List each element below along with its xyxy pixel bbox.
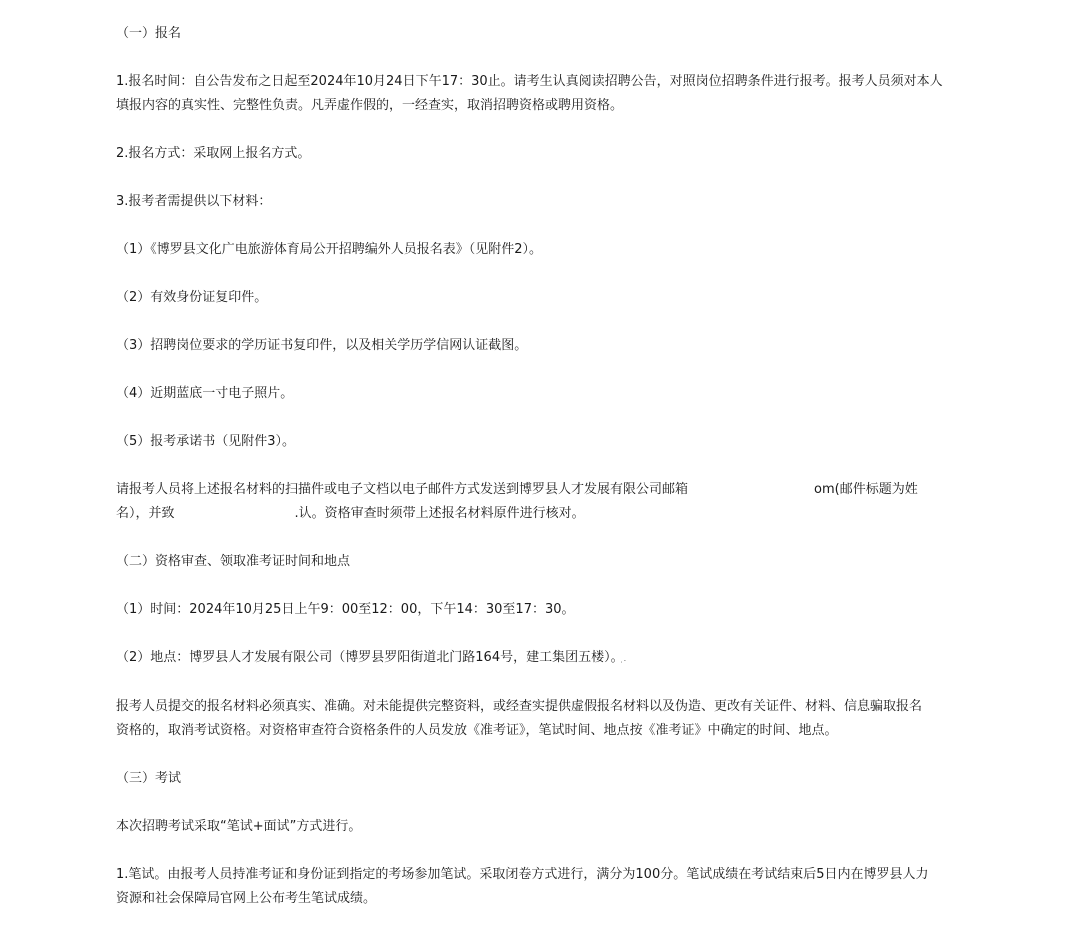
paragraph-line: （1）《博罗县文化广电旅游体育局公开招聘编外人员报名表》（见附件2）。 <box>116 242 543 257</box>
paragraph-line: （三）考试 <box>116 771 182 786</box>
trailing-mark: ̣. <box>623 654 627 663</box>
required-materials-paragraph <box>116 190 988 214</box>
paragraph-line: 资格的，取消考试资格。对资格审查符合资格条件的人员发放《准考证》，笔试时间、地点按《准考证》中确定的时间、地点。 <box>116 723 838 738</box>
exam-section <box>116 695 988 911</box>
heading-registration-paragraph <box>116 22 988 46</box>
paragraph-line: 1.笔试。由报考人员持准考证和身份证到指定的考场参加笔试。采取闭卷方式进行，满分为100分。笔试成绩在考试结束后5日内在博罗县人力 <box>116 867 929 882</box>
registration-section <box>116 22 988 454</box>
review-location-paragraph: （2）地点：博罗县人才发展有限公司（博罗县罗阳街道北门路164号，建工集团五楼）。̣. <box>116 646 988 671</box>
paragraph-line: （二）资格审查、领取准考证时间和地点 <box>116 554 351 569</box>
material-1-paragraph <box>116 238 988 262</box>
written-exam-paragraph <box>116 863 988 911</box>
paragraph-line: （4）近期蓝底一寸电子照片。 <box>116 386 294 401</box>
paragraph-line: （1）时间：2024年10月25日上午9：00至12：00，下午14：30至17：30。 <box>116 602 575 617</box>
registration-time-paragraph <box>116 70 988 118</box>
email-line-1: 请报考人员将上述报名材料的扫描件或电子文档以电子邮件方式发送到博罗县人才发展有限公司邮箱 om(邮件标题为姓 <box>116 482 918 497</box>
material-3-paragraph <box>116 334 988 358</box>
heading-exam-paragraph <box>116 767 988 791</box>
material-2-paragraph <box>116 286 988 310</box>
paragraph-line: （5）报考承诺书（见附件3）。 <box>116 434 296 449</box>
paragraph-line: （3）招聘岗位要求的学历证书复印件，以及相关学历学信网认证截图。 <box>116 338 528 353</box>
paragraph-line: 2.报名方式：采取网上报名方式。 <box>116 146 311 161</box>
paragraph-line: （2）有效身份证复印件。 <box>116 290 268 305</box>
material-4-paragraph <box>116 382 988 406</box>
email-line-2: 名），并致 .认。资格审查时须带上述报名材料原件进行核对。 <box>116 506 585 521</box>
paragraph-line: （一）报名 <box>116 26 182 41</box>
paragraph-line: 资源和社会保障局官网上公布考生笔试成绩。 <box>116 891 377 906</box>
review-notice-paragraph <box>116 695 988 743</box>
review-time-paragraph <box>116 598 988 622</box>
paragraph-line: 报考人员提交的报名材料必须真实、准确。对未能提供完整资料，或经查实提供虚假报名材料以及伪造、更改有关证件、材料、信息骗取报名 <box>116 699 923 714</box>
paragraph-line: 3.报考者需提供以下材料： <box>116 194 272 209</box>
qualification-review-section <box>116 550 988 622</box>
heading-review-paragraph <box>116 550 988 574</box>
paragraph-line: 填报内容的真实性、完整性负责。凡弄虚作假的，一经查实，取消招聘资格或聘用资格。 <box>116 98 624 113</box>
registration-method-paragraph <box>116 142 988 166</box>
material-5-paragraph <box>116 430 988 454</box>
exam-format-paragraph <box>116 815 988 839</box>
email-submission-paragraph <box>116 478 988 526</box>
paragraph-line: 本次招聘考试采取“笔试+面试”方式进行。 <box>116 819 362 834</box>
paragraph-line: 1.报名时间：自公告发布之日起至2024年10月24日下午17：30止。请考生认真阅读招聘公告，对照岗位招聘条件进行报考。报考人员须对本人 <box>116 74 943 89</box>
announcement-document <box>116 22 988 935</box>
